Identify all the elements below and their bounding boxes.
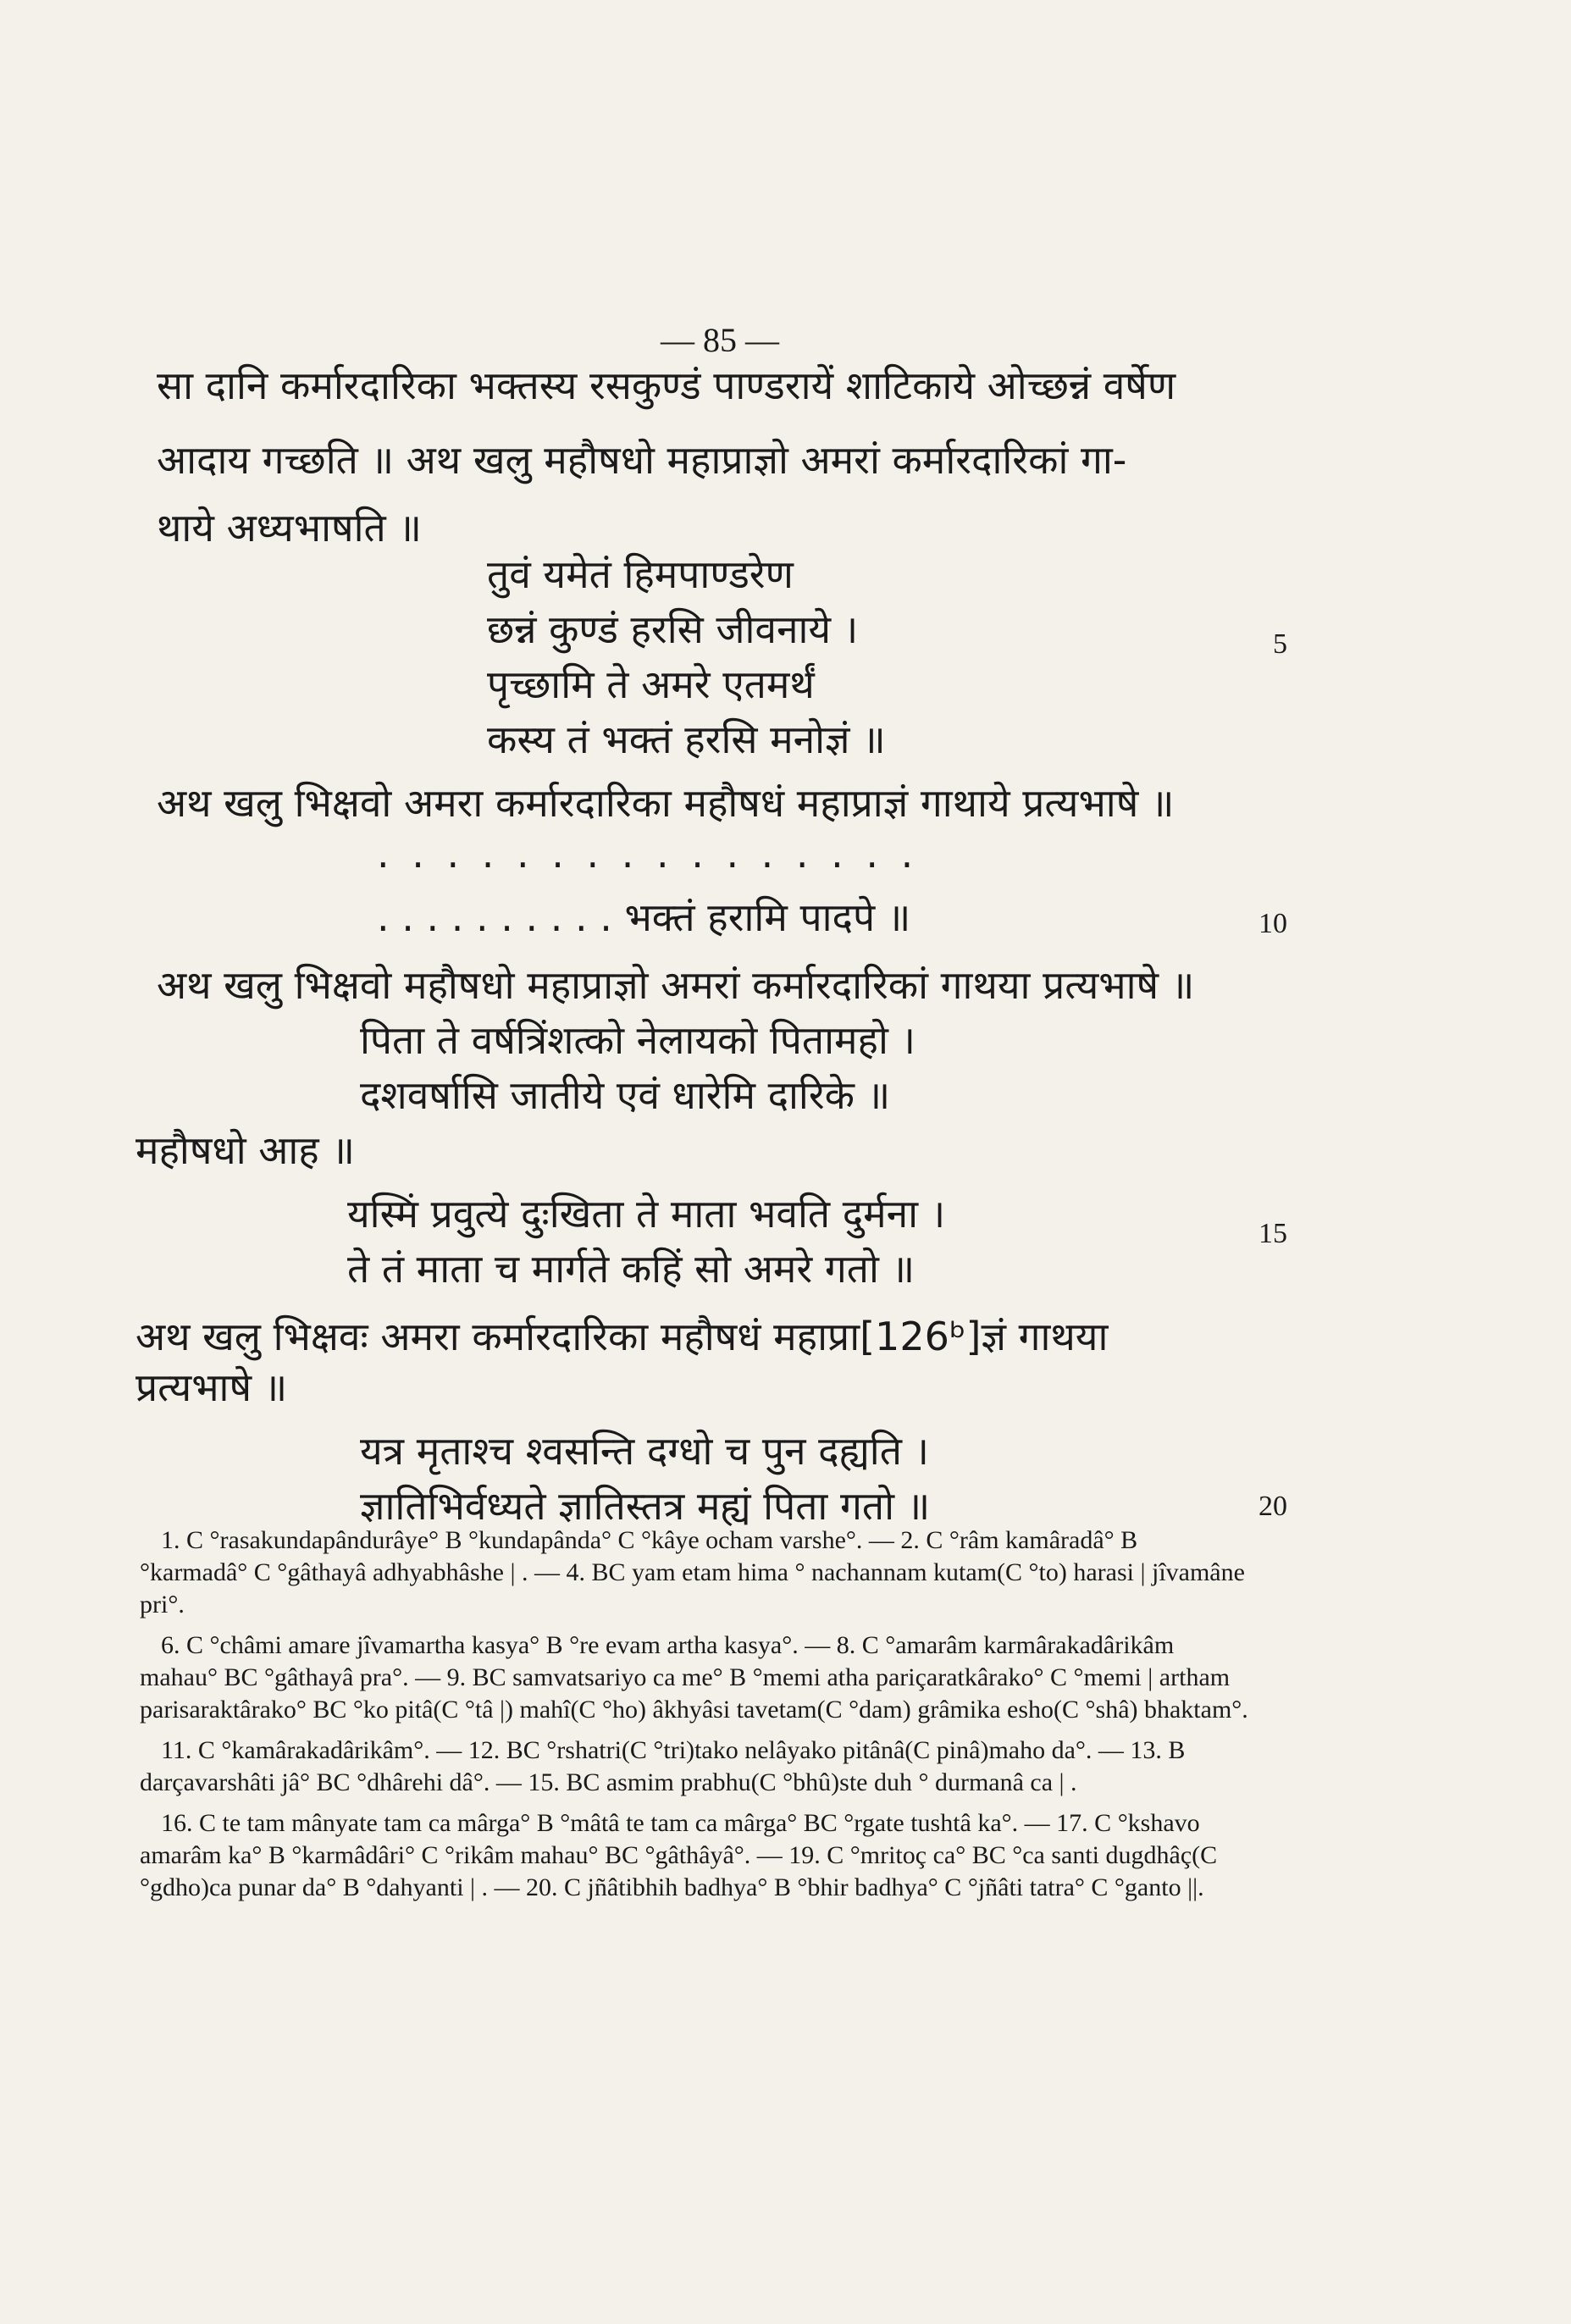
footnote-paragraph-4: 16. C te tam mânyate tam ca mârga° B °mâtâ te tam ca mârga° BC °rgate tushtâ ka°. — 17. C °kshavo amarâm ka° B °karmâdâri° C °rikâm mahau° BC °gâthâyâ°. — 19. C °mritoç ca° BC °ca santi dugdhâç(C °gdho)ca punar da° B °dahyanti | . — 20. C jñâtibhih badhya° B °bhir badhya° C °jñâti tatra° C °ganto ||. [140,1809,1218,1901]
line-number-10: 10 [1258,908,1287,939]
footnote-paragraph-2: 6. C °châmi amare jîvamartha kasya° B °re evam artha kasya°. — 8. C °amarâm karmârakadârikâm mahau° BC °gâthayâ pra°. — 9. BC samvatsariyo ca me° B °memi atha pariçaratkârako° C °memi | artham parisaraktârako° BC °ko pitâ(C °tâ |) mahî(C °ho) âkhyâsi tavetam(C °dam) grâmika esho(C °shâ) bhaktam°. [140,1631,1248,1724]
verse-line-6: दशवर्षासि जातीये एवं धारेमि दारिके ॥ [360,1072,891,1118]
verse-line-7: यस्मिं प्रवुत्ये दुःखिता ते माता भवति दुर्मना । [347,1191,946,1237]
verse-line-2: छन्नं कुण्डं हरसि जीवनाये । [487,606,859,652]
verse-line-9: यत्र मृताश्च श्वसन्ति दग्धो च पुन दह्यति । [360,1428,929,1474]
text-line-2: आदाय गच्छति ॥ अथ खलु महौषधो महाप्राज्ञो अमरां कर्मारदारिकां गा- [157,437,1127,483]
line-number-20: 20 [1258,1491,1287,1522]
page-number: — 85 — [661,321,779,359]
verse-line-1: तुवं यमेतं हिमपाण्डरेण [487,551,794,597]
text-line-1: सा दानि कर्मारदारिका भक्तस्य रसकुण्डं पाण्डरायें शाटिकाये ओच्छन्नं वर्षेण [157,362,1176,408]
text-line-18: प्रत्यभाषे ॥ [136,1364,288,1410]
text-line-8: अथ खलु भिक्षवो अमरा कर्मारदारिका महौषधं महाप्राज्ञं गाथाये प्रत्यभाषे ॥ [157,780,1175,826]
footnotes [140,1524,1249,1912]
verse-line-5: पिता ते वर्षत्रिंशत्को नेलायको पितामहो । [360,1017,915,1063]
text-line-11: अथ खलु भिक्षवो महौषधो महाप्राज्ञो अमरां कर्मारदारिकां गाथया प्रत्यभाषे ॥ [157,962,1195,1008]
lacuna-dots: . . . . . . . . . . . . . . . . [377,831,919,877]
verse-line-8: ते तं माता च मार्गते कहिं सो अमरे गतो ॥ [347,1246,915,1292]
line-number-15: 15 [1258,1218,1287,1249]
footnote-paragraph-1: 1. C °rasakundapândurâye° B °kundapânda° C °kâye ocham varshe°. — 2. C °râm kamâradâ° B °karmadâ° C °gâthayâ adhyabhâshe | . — 4. BC yam etam hima ° nachannam kutam(C °to) harasi | jîvamâne pri°. [140,1526,1245,1618]
text-line-14: महौषधो आह ॥ [136,1127,355,1173]
verse-line-10: ज्ञातिभिर्वध्यते ज्ञातिस्तत्र मह्यं पिता गतो ॥ [360,1483,931,1529]
verse-line-3: पृच्छामि ते अमरे एतमर्थं [487,661,815,707]
footnote-paragraph-3: 11. C °kamârakadârikâm°. — 12. BC °rshatri(C °tri)tako nelâyako pitânâ(C pinâ)maho da°. — 13. B darçavarshâti jâ° BC °dhârehi dâ°. — 15. BC asmim prabhu(C °bhû)ste duh ° durmanâ ca | . [140,1736,1186,1796]
text-line-10: . . . . . . . . . . भक्तं हरामि पादपे ॥ [377,894,911,940]
verse-line-4: कस्य तं भक्तं हरसि मनोज्ञं ॥ [487,717,886,762]
text-line-17: अथ खलु भिक्षवः अमरा कर्मारदारिका महौषधं महाप्रा[126ᵇ]ज्ञं गाथया [136,1314,1109,1359]
text-line-3: थाये अध्यभाषति ॥ [157,505,422,551]
line-number-5: 5 [1273,628,1287,660]
